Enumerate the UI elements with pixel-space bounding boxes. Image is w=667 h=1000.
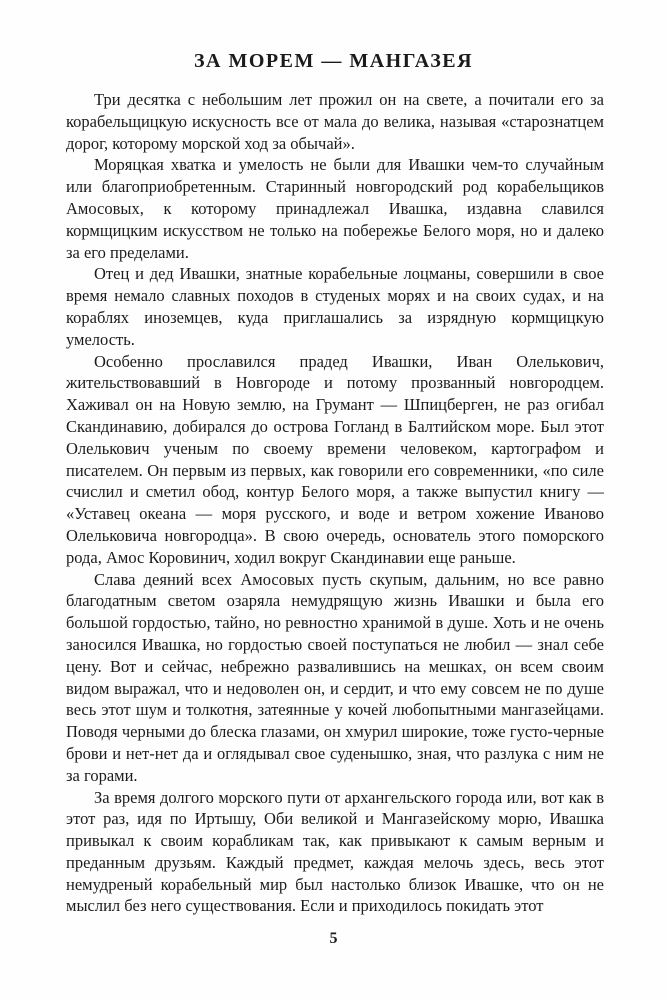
paragraph-4: Особенно прославился прадед Ивашки, Иван Олелькович, жительствовавший в Новгороде и потому прозванный новгородцем. Хаживал он на Новую землю, на Грумант — Шпицберген, не раз огибал Скандинавию, добирался до острова Гогланд в Балтийском море. Был этот Олелькович ученым по своему времени человеком, картографом и писателем. Он первым из первых, как говорили его современники, «по силе счислил и сметил обод, контур Белого моря, а также выпустил книгу — «Уставец океана — моря русского, и воде и ветром хожение Иваново Олельковича новгородца». В свою очередь, основатель этого поморского рода, Амос Коровинич, ходил вокруг Скандинавии еще раньше. — [66, 351, 604, 567]
chapter-title: ЗА МОРЕМ — МАНГАЗЕЯ — [193, 50, 474, 72]
paragraph-2: Моряцкая хватка и умелость не были для Ивашки чем-то случайным или благоприобретенным. Старинный новгородский род корабельщиков Амосовых, к которому принадлежал Ивашка, издавна славился кормщицким искусством не только на побережье Белого моря, но и далеко за его пределами. — [66, 155, 604, 262]
body-text — [66, 89, 604, 917]
paragraph-6: За время долгого морского пути от архангельского города или, вот как в этот раз, идя по Иртышу, Оби великой и Мангазейскому морю, Ивашка привыкал к своим корабликам так, как привыкают к самым верным и преданным друзьям. Каждый предмет, каждая мелочь здесь, весь этот немудреный корабельный мир был настолько близок Ивашке, что он не мыслил без него существования. Если и приходилось покидать этот — [66, 787, 604, 916]
paragraph-5: Слава деяний всех Амосовых пусть скупым, дальним, но все равно благодатным светом озаряла немудрящую жизнь Ивашки и была его большой гордостью, тайно, но ревностно хранимой в душе. Хоть и не очень заносился Ивашка, но гордостью своей поступаться не любил — знал себе цену. Вот и сейчас, небрежно развалившись на мешках, он всем своим видом выражал, что и недоволен он, и сердит, и что ему совсем не по душе весь этот шум и толкотня, затеянные у кочей любопытными мангазейцами. Поводя черными до блеска глазами, он хмурил широкие, тоже густо-черные брови и нет-нет да и оглядывал свое суденышко, зная, что разлука с ним не за горами. — [66, 569, 604, 785]
paragraph-3: Отец и дед Ивашки, знатные корабельные лоцманы, совершили в свое время немало славных походов в студеных морях и на своих судах, и на кораблях иноземцев, куда приглашались за изрядную кормщицкую умелость. — [66, 264, 604, 349]
paragraph-1: Три десятка с небольшим лет прожил он на свете, а почитали его за корабельщицкую искусность все от мала до велика, называя «старознатцем дорог, которому морской ход за обычай». — [66, 90, 604, 153]
page-number: 5 — [329, 930, 338, 947]
